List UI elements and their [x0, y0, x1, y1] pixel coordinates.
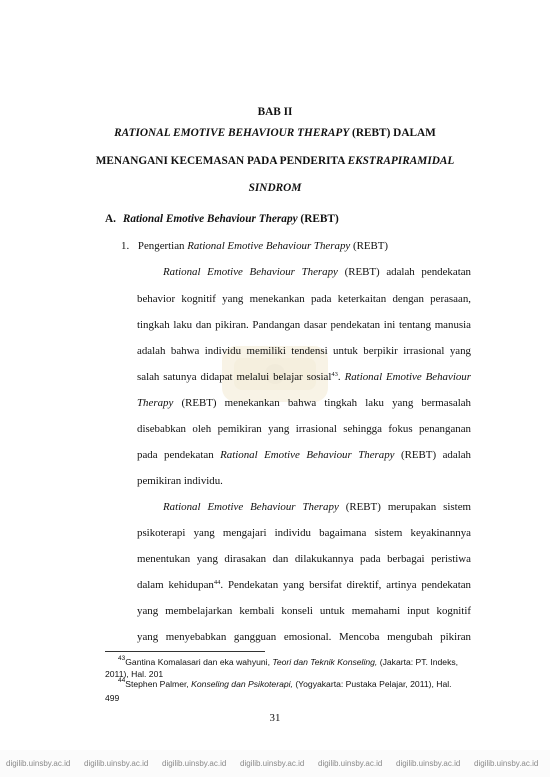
para1-line-8 — [137, 448, 471, 462]
footnote-number: 43 — [118, 655, 126, 662]
watermark-url: digilib.uinsby.ac.id — [84, 759, 149, 768]
para-text: . Pendekatan yang bersifat direktif, artinya pendekatan — [220, 579, 471, 591]
footnote-43-line-2: 2011), Hal. 201 — [105, 669, 164, 679]
section-title-rest: (REBT) — [297, 213, 339, 225]
footnote-italic: Teori dan Teknik Konseling, — [272, 657, 378, 667]
footnote-number: 44 — [118, 677, 126, 684]
para1-line-5 — [137, 370, 471, 384]
watermark-url: digilib.uinsby.ac.id — [6, 759, 71, 768]
para2-line-4 — [137, 578, 471, 592]
chapter-label: BAB II — [257, 106, 293, 118]
title-plain-part: (REBT) DALAM — [349, 127, 436, 139]
para-italic: Therapy — [137, 397, 174, 409]
subsection-heading — [121, 239, 388, 253]
subsection-label-rest: (REBT) — [350, 240, 389, 252]
para-text: (REBT) adalah pendekatan — [337, 266, 472, 278]
subsection-number: 1. — [121, 240, 130, 252]
para-text: salah satunya didapat melalui belajar sosial — [137, 371, 332, 383]
para2-line-6: yang menyebabkan gangguan emosional. Mencoba mengubah pikiran — [137, 631, 471, 643]
footnote-text: Gantina Komalasari dan eka wahyuni, — [125, 657, 273, 667]
para-text: (REBT) adalah — [394, 449, 471, 461]
para1-line-1 — [163, 265, 471, 279]
section-heading — [105, 213, 339, 225]
chapter-title-line-3: SINDROM — [248, 182, 302, 194]
para1-line-3: tingkah laku dan pikiran. Pandangan dasar pendekatan ini tentang manusia — [137, 319, 471, 331]
subsection-label-italic: Rational Emotive Behaviour Therapy — [187, 240, 351, 252]
para-text: . — [337, 371, 345, 383]
chapter-title-line-2 — [0, 155, 550, 167]
footnote-text: (Jakarta: PT. Indeks, — [377, 657, 459, 667]
section-letter: A. — [105, 213, 116, 225]
footnote-italic: Konseling dan Psikoterapi, — [191, 679, 293, 689]
para-text: (REBT) menekankan bahwa tingkah laku yang bermasalah — [173, 397, 471, 409]
para2-line-3: menentukan yang dirasakan dan dilakukannya pada berbagai peristiwa — [137, 553, 471, 565]
para1-line-2: behavior kognitif yang menekankan pada keterkaitan dengan perasaan, — [137, 293, 471, 305]
watermark-footer — [0, 750, 550, 777]
footnote-ref-44: 44 — [213, 579, 221, 586]
para2-line-5: yang membelajarkan kembali konseli untuk memahami input kognitif — [137, 605, 471, 617]
para-italic: Rational Emotive Behaviour — [344, 371, 471, 383]
para1-line-4: adalah bahwa individu memiliki tendensi untuk berpikir irrasional yang — [137, 345, 471, 357]
para-text: (REBT) merupakan sistem — [338, 501, 471, 513]
footnote-ref-43: 43 — [331, 371, 338, 378]
subsection-label: Pengertian — [137, 240, 188, 252]
chapter-title-line-1 — [0, 127, 550, 139]
watermark-url: digilib.uinsby.ac.id — [318, 759, 383, 768]
watermark-url: digilib.uinsby.ac.id — [474, 759, 539, 768]
page-number: 31 — [269, 712, 281, 724]
title-italic-part: RATIONAL EMOTIVE BEHAVIOUR THERAPY — [114, 127, 350, 139]
footnote-44-line-2: 499 — [105, 693, 120, 703]
para1-line-7: disebabkan oleh pemikiran yang irrasional sehingga fokus penanganan — [137, 423, 471, 435]
para-italic: Rational Emotive Behaviour Therapy — [163, 266, 338, 278]
para1-line-9: pemikiran individu. — [137, 475, 223, 487]
title-plain-part: MENANGANI KECEMASAN PADA PENDERITA — [95, 155, 348, 167]
para-text: dalam kehidupan — [137, 579, 214, 591]
watermark-url: digilib.uinsby.ac.id — [240, 759, 305, 768]
title-italic-part: EKSTRAPIRAMIDAL — [347, 155, 455, 167]
para2-line-1 — [163, 500, 471, 514]
watermark-url: digilib.uinsby.ac.id — [162, 759, 227, 768]
footnote-separator — [105, 651, 265, 652]
footnote-text: (Yogyakarta: Pustaka Pelajar, 2011), Hal. — [292, 679, 452, 689]
para2-line-2: psikoterapi yang mengajari individu bagaimana sistem keyakinannya — [137, 527, 471, 539]
para-text: pada pendekatan — [137, 449, 221, 461]
para1-line-6 — [137, 396, 471, 410]
para-italic: Rational Emotive Behaviour Therapy — [220, 449, 395, 461]
section-title-italic: Rational Emotive Behaviour Therapy — [122, 213, 298, 225]
para-italic: Rational Emotive Behaviour Therapy — [163, 501, 339, 513]
footnote-43-line-1 — [118, 657, 474, 667]
footnote-44-line-1 — [118, 679, 474, 689]
footnote-text: Stephen Palmer, — [125, 679, 192, 689]
watermark-url: digilib.uinsby.ac.id — [396, 759, 461, 768]
